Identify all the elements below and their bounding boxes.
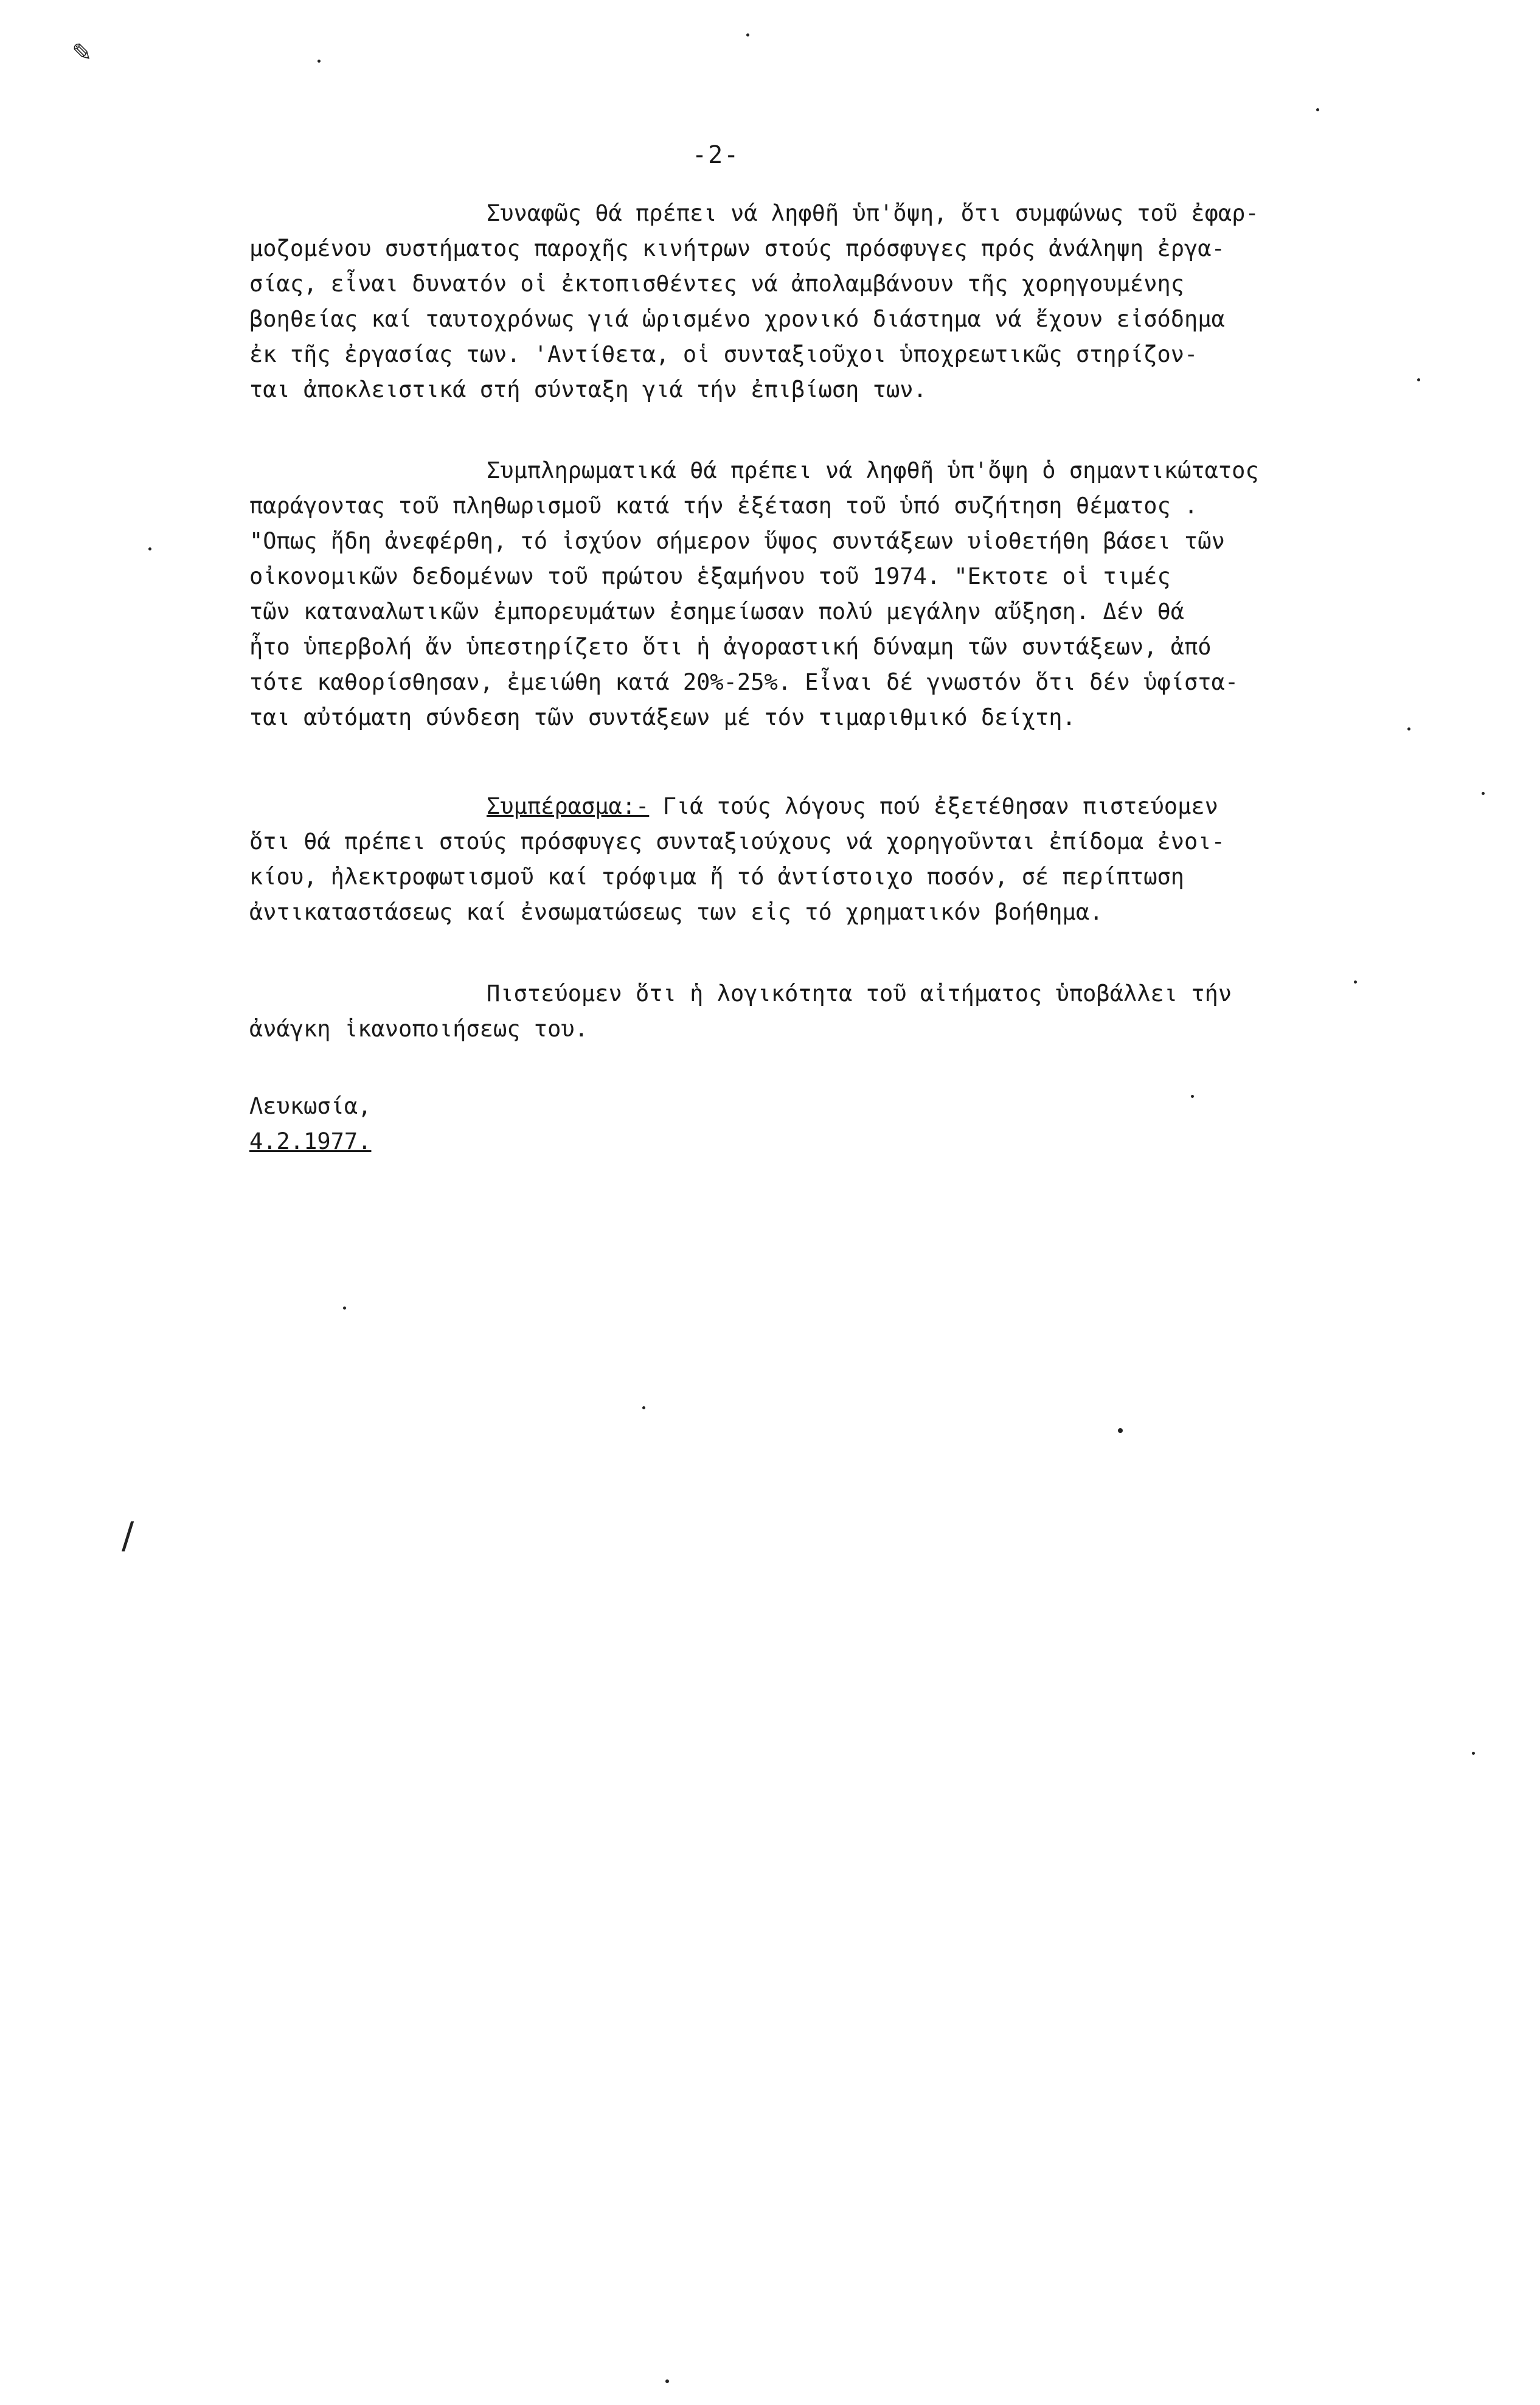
text-line: ἀνάγκη ἱκανοποιήσεως του. bbox=[249, 1016, 588, 1042]
text-line: μοζομένου συστήματος παροχῆς κινήτρων στούς πρόσφυγες πρός ἀνάληψη ἐργα- bbox=[249, 235, 1225, 262]
text-line bbox=[249, 789, 1381, 824]
speck bbox=[665, 2379, 669, 2383]
text-line: ὅτι θά πρέπει στούς πρόσφυγες συνταξιούχους νά χορηγοῦνται ἐπίδομα ἐνοι- bbox=[249, 828, 1225, 855]
text-line: παράγοντας τοῦ πληθωρισμοῦ κατά τήν ἐξέταση τοῦ ὑπό συζήτηση θέματος . bbox=[249, 493, 1198, 519]
paragraph-2 bbox=[249, 453, 1381, 735]
place-line: Λευκωσία, bbox=[249, 1093, 372, 1119]
speck bbox=[343, 1307, 346, 1310]
text-line: ται ἀποκλειστικά στή σύνταξη γιά τήν ἐπιβίωση των. bbox=[249, 377, 927, 403]
speck bbox=[1417, 378, 1420, 381]
paragraph-4 bbox=[249, 976, 1381, 1047]
text-line: ται αὐτόματη σύνδεση τῶν συντάξεων μέ τόν τιμαριθμικό δείχτη. bbox=[249, 704, 1076, 731]
speck bbox=[1316, 108, 1319, 111]
speck bbox=[1191, 1095, 1194, 1098]
text-line: ἦτο ὑπερβολή ἄν ὑπεστηρίζετο ὅτι ἡ ἀγοραστική δύναμη τῶν συντάξεων, ἀπό bbox=[249, 634, 1212, 660]
speck bbox=[1482, 792, 1485, 795]
corner-scribble-icon: ✎ bbox=[72, 39, 92, 67]
text-line: "Οπως ἤδη ἀνεφέρθη, τό ἰσχύον σήμερον ὕψος συντάξεων υἱοθετήθη βάσει τῶν bbox=[249, 528, 1225, 554]
speck bbox=[1407, 727, 1410, 731]
stray-mark-icon: / bbox=[122, 1515, 134, 1557]
conclusion-paragraph bbox=[249, 789, 1381, 930]
text-line: κίου, ἠλεκτροφωτισμοῦ καί τρόφιμα ἤ τό ἀντίστοιχο ποσόν, σέ περίπτωση bbox=[249, 864, 1185, 890]
text-line: Συναφῶς θά πρέπει νά ληφθῆ ὑπ'ὄψη, ὅτι συμφώνως τοῦ ἐφαρ- bbox=[487, 200, 1259, 226]
text-line: Συμπληρωματικά θά πρέπει νά ληφθῆ ὑπ'ὄψη ὁ σημαντικώτατος bbox=[487, 457, 1259, 484]
page-number: -2- bbox=[692, 141, 740, 169]
speck bbox=[1354, 980, 1357, 984]
text-line: βοηθείας καί ταυτοχρόνως γιά ὡρισμένο χρονικό διάστημα νά ἔχουν εἰσόδημα bbox=[249, 306, 1225, 332]
date-line: 4.2.1977. bbox=[249, 1128, 372, 1154]
text-line: ἐκ τῆς ἐργασίας των. 'Αντίθετα, οἱ συνταξιοῦχοι ὑποχρεωτικῶς στηρίζον- bbox=[249, 341, 1198, 367]
text-line: τῶν καταναλωτικῶν ἐμπορευμάτων ἐσημείωσαν πολύ μεγάλην αὔξηση. Δέν θά bbox=[249, 599, 1185, 625]
text-line: Πιστεύομεν ὅτι ἡ λογικότητα τοῦ αἰτήματος ὑποβάλλει τήν bbox=[487, 980, 1232, 1007]
paragraph-1 bbox=[249, 196, 1381, 408]
text-line: οἰκονομικῶν δεδομένων τοῦ πρώτου ἑξαμήνου τοῦ 1974. "Εκτοτε οἱ τιμές bbox=[249, 563, 1171, 589]
conclusion-heading: Συμπέρασμα:- bbox=[487, 793, 650, 819]
speck bbox=[642, 1406, 645, 1409]
speck bbox=[317, 60, 321, 63]
text-line: σίας, εἶναι δυνατόν οἱ ἐκτοπισθέντες νά ἀπολαμβάνουν τῆς χορηγουμένης bbox=[249, 271, 1185, 297]
speck bbox=[1118, 1428, 1123, 1433]
text-line-content: Γιά τούς λόγους πού ἐξετέθησαν πιστεύομεν bbox=[662, 793, 1218, 819]
text-line: τότε καθορίσθησαν, ἐμειώθη κατά 20%-25%. Εἶναι δέ γνωστόν ὅτι δέν ὑφίστα- bbox=[249, 669, 1239, 695]
speck bbox=[746, 33, 749, 36]
speck bbox=[148, 547, 151, 550]
text-line: ἀντικαταστάσεως καί ἐνσωματώσεως των εἰς τό χρηματικόν βοήθημα. bbox=[249, 899, 1103, 925]
speck bbox=[1472, 1752, 1475, 1755]
